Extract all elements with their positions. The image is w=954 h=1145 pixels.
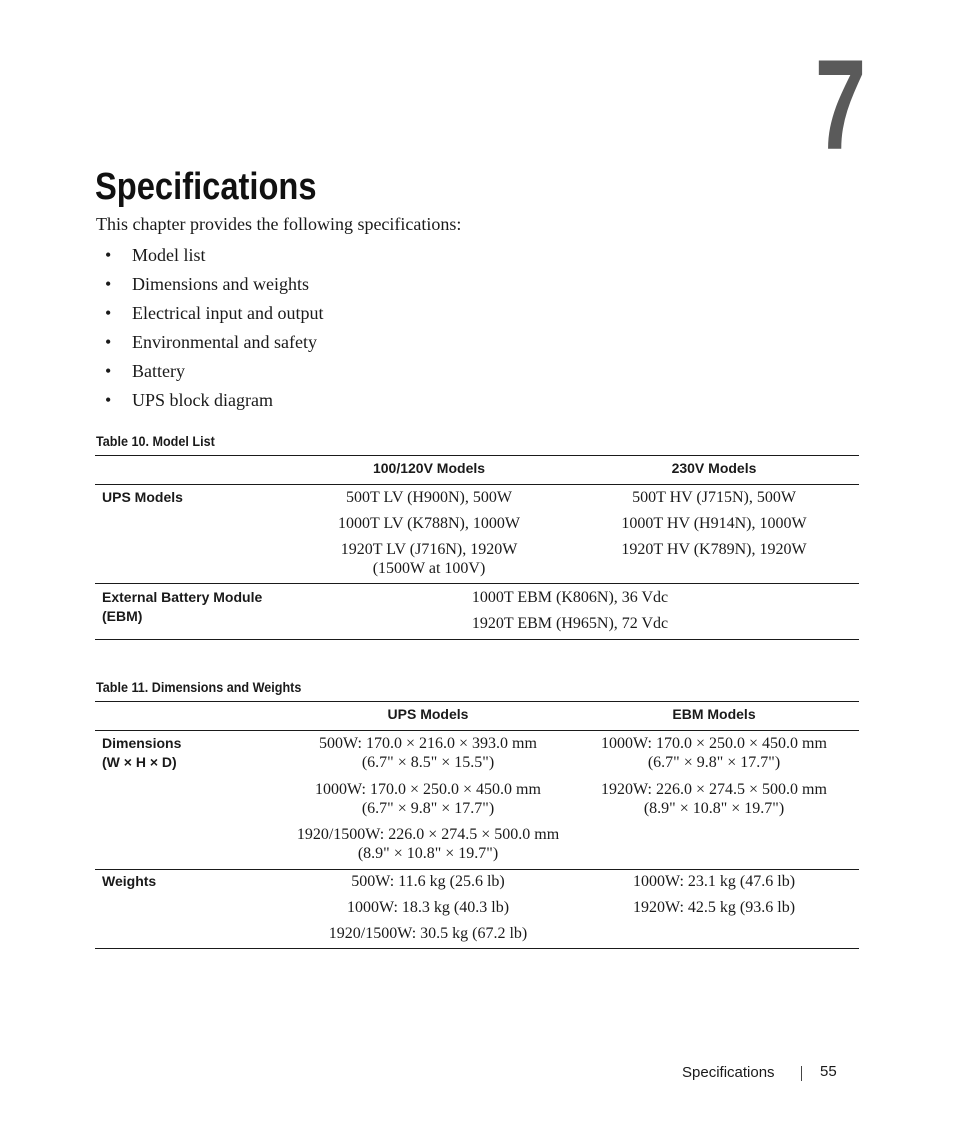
table11-dimensions-label: Dimensions [102,735,182,751]
table11-dimensions-sublabel: (W × H × D) [102,754,177,770]
page-number: 55 [820,1063,837,1080]
table-cell-note: (1500W at 100V) [372,560,486,577]
table-cell: (6.7" × 9.8" × 17.7") [647,754,781,771]
table-cell: 1920T LV (J716N), 1920W [340,541,518,558]
list-item [105,301,323,330]
table11-bottom-rule [95,948,859,949]
table-cell: 500W: 11.6 kg (25.6 lb) [351,873,505,890]
bullet-icon: • [105,332,112,352]
list-item-label: Environmental and safety [132,332,317,352]
table10-top-rule [95,455,859,456]
table11-row-rule [95,869,859,870]
list-item-label: UPS block diagram [132,390,273,410]
list-item [105,272,323,301]
table-cell: 1000T LV (K788N), 1000W [338,515,520,532]
table10-bottom-rule [95,639,859,640]
footer-section-label: Specifications [682,1064,775,1081]
bullet-icon: • [105,303,112,323]
table-cell: 1000W: 170.0 × 250.0 × 450.0 mm [315,781,541,798]
chapter-number: 7 [814,34,866,177]
table10-ebm-label-line1: External Battery Module [102,589,263,605]
table-cell: 1000W: 23.1 kg (47.6 lb) [632,873,796,890]
table-cell: 1920T HV (K789N), 1920W [621,541,807,558]
table-cell: 1000W: 170.0 × 250.0 × 450.0 mm [601,735,827,752]
bullet-icon: • [105,390,112,410]
table-cell: 1000W: 18.3 kg (40.3 lb) [346,899,510,916]
bullet-icon: • [105,361,112,381]
list-item [105,388,323,417]
list-item-label: Battery [132,361,185,381]
list-item [105,359,323,388]
table11-weights-label: Weights [102,873,157,889]
table-cell: 1000T HV (H914N), 1000W [621,515,807,532]
table-cell: (8.9" × 10.8" × 19.7") [357,845,499,862]
table10-header-100-120v: 100/120V Models [372,460,486,476]
intro-text: This chapter provides the following specifications: [96,214,462,234]
spec-bullet-list [105,243,323,417]
table-cell: 1920W: 226.0 × 274.5 × 500.0 mm [601,781,827,798]
table11-header-rule [95,730,859,731]
list-item [105,243,323,272]
table-cell: (6.7" × 9.8" × 17.7") [361,800,495,817]
table10-header-rule [95,484,859,485]
table-cell: 500T LV (H900N), 500W [346,489,512,506]
table-cell: 1920/1500W: 30.5 kg (67.2 lb) [328,925,528,942]
table-cell: 1920W: 42.5 kg (93.6 lb) [632,899,796,916]
table10-caption: Table 10. Model List [96,433,215,449]
table-cell: (6.7" × 8.5" × 15.5") [361,754,495,771]
table-cell: (8.9" × 10.8" × 19.7") [643,800,785,817]
table-cell: 1920/1500W: 226.0 × 274.5 × 500.0 mm [296,826,560,843]
table-cell: 500W: 170.0 × 216.0 × 393.0 mm [319,735,537,752]
list-item-label: Model list [132,245,206,265]
table-cell: 500T HV (J715N), 500W [632,489,796,506]
table10-header-230v: 230V Models [671,460,757,476]
footer-divider [801,1066,802,1081]
list-item [105,330,323,359]
table10-row-rule [95,583,859,584]
table10-ebm-label-line2: (EBM) [102,608,143,624]
table-cell: 1000T EBM (K806N), 36 Vdc [471,589,669,606]
page-title: Specifications [95,166,317,208]
bullet-icon: • [105,274,112,294]
table10-ups-models-label: UPS Models [102,489,183,505]
list-item-label: Electrical input and output [132,303,324,323]
table11-top-rule [95,701,859,702]
table11-header-ups-models: UPS Models [387,706,469,722]
table11-caption: Table 11. Dimensions and Weights [96,679,302,695]
list-item-label: Dimensions and weights [132,274,309,294]
bullet-icon: • [105,245,112,265]
table11-header-ebm-models: EBM Models [672,706,756,722]
table-cell: 1920T EBM (H965N), 72 Vdc [471,615,669,632]
